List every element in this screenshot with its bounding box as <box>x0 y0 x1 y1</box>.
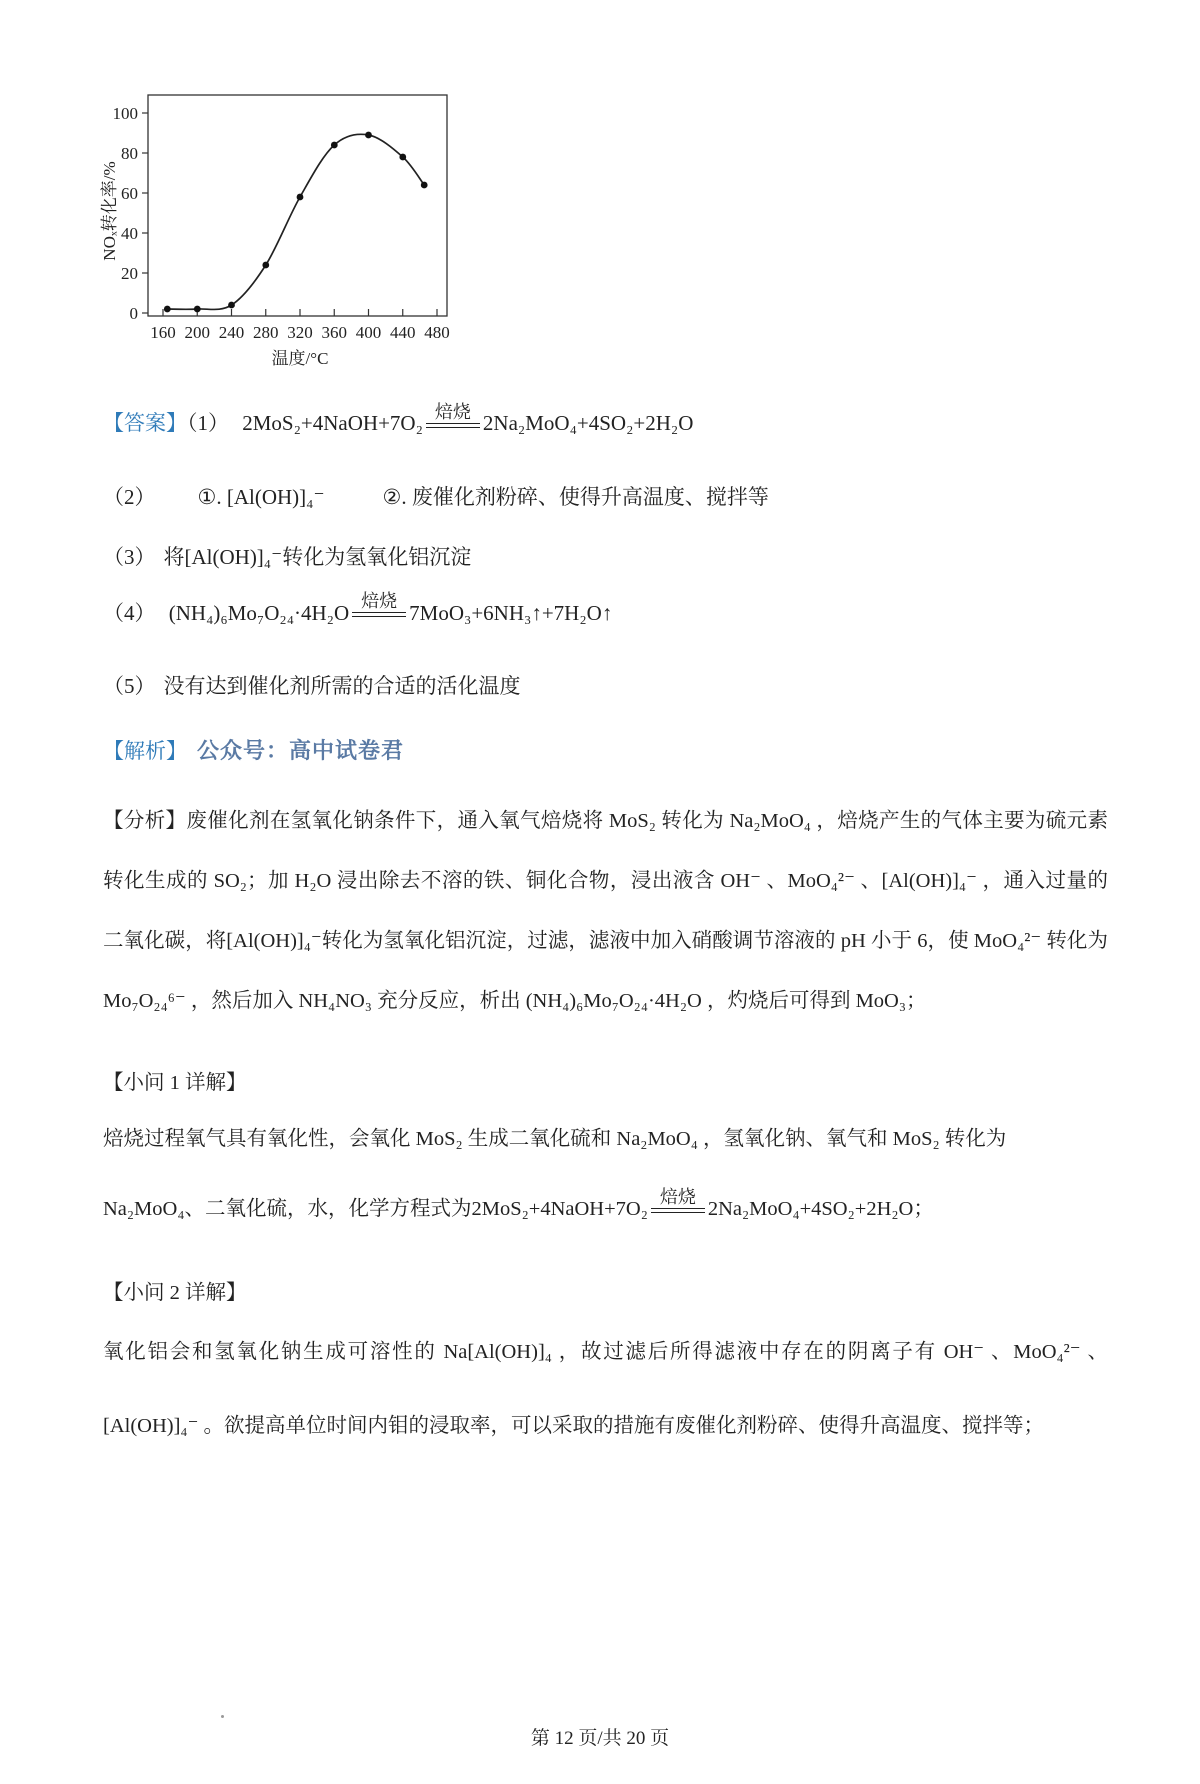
analysis-paragraph: 【分析】废催化剂在氢氧化钠条件下，通入氧气焙烧将 MoS₂ 转化为 Na₂MoO₄ ，焙烧产生的气体主要为硫元素转化生成的 SO₂；加 H₂O 浸出除去不溶的铁、铜化合物，浸出液含 OH⁻ 、MoO₄²⁻ 、[Al(OH)]₄⁻ ，通入过量的二氧化碳，将[Al(OH)]₄⁻转化为氢氧化铝沉淀，过滤，滤液中加入硝酸调节溶液的 pH 小于 6，使 MoO₄²⁻ 转化为 Mo₇O₂₄⁶⁻ ，然后加入 NH₄NO₃ 充分反应，析出 (NH₄)₆Mo₇O₂₄·4H₂O ，灼烧后可得到 MoO₃； <box>103 810 1108 1013</box>
scan-artifact-dot <box>221 1715 224 1718</box>
condition-text: 焙烧 <box>434 401 471 422</box>
answer-3-text: 将[Al(OH)]₄⁻转化为氢氧化铝沉淀 <box>163 544 472 569</box>
page-number-footer: 第 12 页/共 20 页 <box>530 1728 670 1749</box>
q1-equation-rhs: 2Na₂MoO₄+4SO₂+2H₂O； <box>707 1198 934 1221</box>
answer-1-equation-rhs: 2Na₂MoO₄+4SO₂+2H₂O <box>482 411 694 435</box>
svg-text:480: 480 <box>424 323 450 342</box>
subquestion-1-body: 焙烧过程氧气具有氧化性，会氧化 MoS₂ 生成二氧化硫和 Na₂MoO₄ ，氢氧化钠、氧气和 MoS₂ 转化为 <box>103 1128 1007 1151</box>
svg-text:280: 280 <box>253 323 279 342</box>
nox-conversion-chart <box>100 86 480 377</box>
answer-5-text: 没有达到催化剂所需的合适的活化温度 <box>163 674 521 699</box>
double-equals-line <box>651 1208 705 1213</box>
answer-2-part2: ②. 废催化剂粉碎、使得升高温度、搅拌等 <box>382 484 769 509</box>
reaction-condition-stack <box>352 590 406 617</box>
explanation-line <box>103 734 1108 765</box>
svg-text:240: 240 <box>218 323 245 342</box>
answer-line-5 <box>103 670 1108 700</box>
watermark-text: 公众号：高中试卷君 <box>197 738 405 764</box>
answer-line-2 <box>103 481 1108 511</box>
answer-line-3 <box>103 541 1108 571</box>
svg-text:80: 80 <box>121 144 138 163</box>
answer-2-number: （2） <box>103 484 156 509</box>
condition-text: 焙烧 <box>361 591 398 612</box>
y-axis-label: NOₓ转化率/% <box>100 161 119 261</box>
answer-line-4 <box>103 591 1108 629</box>
svg-text:40: 40 <box>121 224 138 243</box>
explanation-label: 【解析】 <box>103 739 187 764</box>
svg-text:20: 20 <box>121 264 138 283</box>
answer-1-number: （1） <box>187 411 229 435</box>
subquestion-1-equation-line <box>103 1177 1108 1241</box>
svg-text:320: 320 <box>287 323 313 342</box>
q1-equation-lhs: 2MoS₂+4NaOH+7O₂ <box>471 1198 648 1221</box>
svg-text:360: 360 <box>321 323 347 342</box>
double-equals-line <box>352 612 406 617</box>
svg-text:440: 440 <box>390 323 416 342</box>
answer-label: 【答案】 <box>103 411 187 435</box>
subquestion-2-body: 氧化铝会和氢氧化钠生成可溶性的 Na[Al(OH)]₄ ，故过滤后所得滤液中存在的阴离子有 OH⁻ 、MoO₄²⁻ 、[Al(OH)]₄⁻ 。欲提高单位时间内钼的浸取率，可以采取的措施有废催化剂粉碎、使得升高温度、搅拌等； <box>103 1341 1108 1438</box>
svg-text:400: 400 <box>355 323 382 342</box>
answer-4-equation-rhs: 7MoO₃+6NH₃↑+7H₂O↑ <box>409 600 613 625</box>
answer-3-number: （3） <box>103 544 156 569</box>
svg-text:60: 60 <box>121 184 138 203</box>
answer-2-part1: ①. [Al(OH)]₄⁻ <box>197 484 325 509</box>
condition-text: 焙烧 <box>659 1187 696 1208</box>
subquestion-1-heading: 【小问 1 详解】 <box>103 1072 247 1095</box>
double-equals-line <box>426 423 480 428</box>
reaction-condition-stack <box>426 401 480 428</box>
answer-line-1 <box>103 401 1108 439</box>
q1-equation-prefix: Na₂MoO₄、二氧化硫，水，化学方程式为 <box>103 1198 472 1221</box>
x-axis-label: 温度/°C <box>271 349 329 368</box>
line-chart-svg <box>100 86 478 372</box>
page-content <box>0 86 1200 1463</box>
answer-4-number: （4） <box>103 600 156 625</box>
answer-5-number: （5） <box>103 674 156 699</box>
svg-text:160: 160 <box>150 323 176 342</box>
svg-text:0: 0 <box>129 304 138 323</box>
answer-4-equation-lhs: (NH₄)₆Mo₇O₂₄·4H₂O <box>168 600 350 625</box>
svg-text:200: 200 <box>184 323 210 342</box>
svg-text:100: 100 <box>112 104 138 123</box>
answer-1-equation-lhs: 2MoS₂+4NaOH+7O₂ <box>242 411 423 435</box>
subquestion-2-heading: 【小问 2 详解】 <box>103 1282 247 1305</box>
reaction-condition-stack <box>651 1186 705 1213</box>
